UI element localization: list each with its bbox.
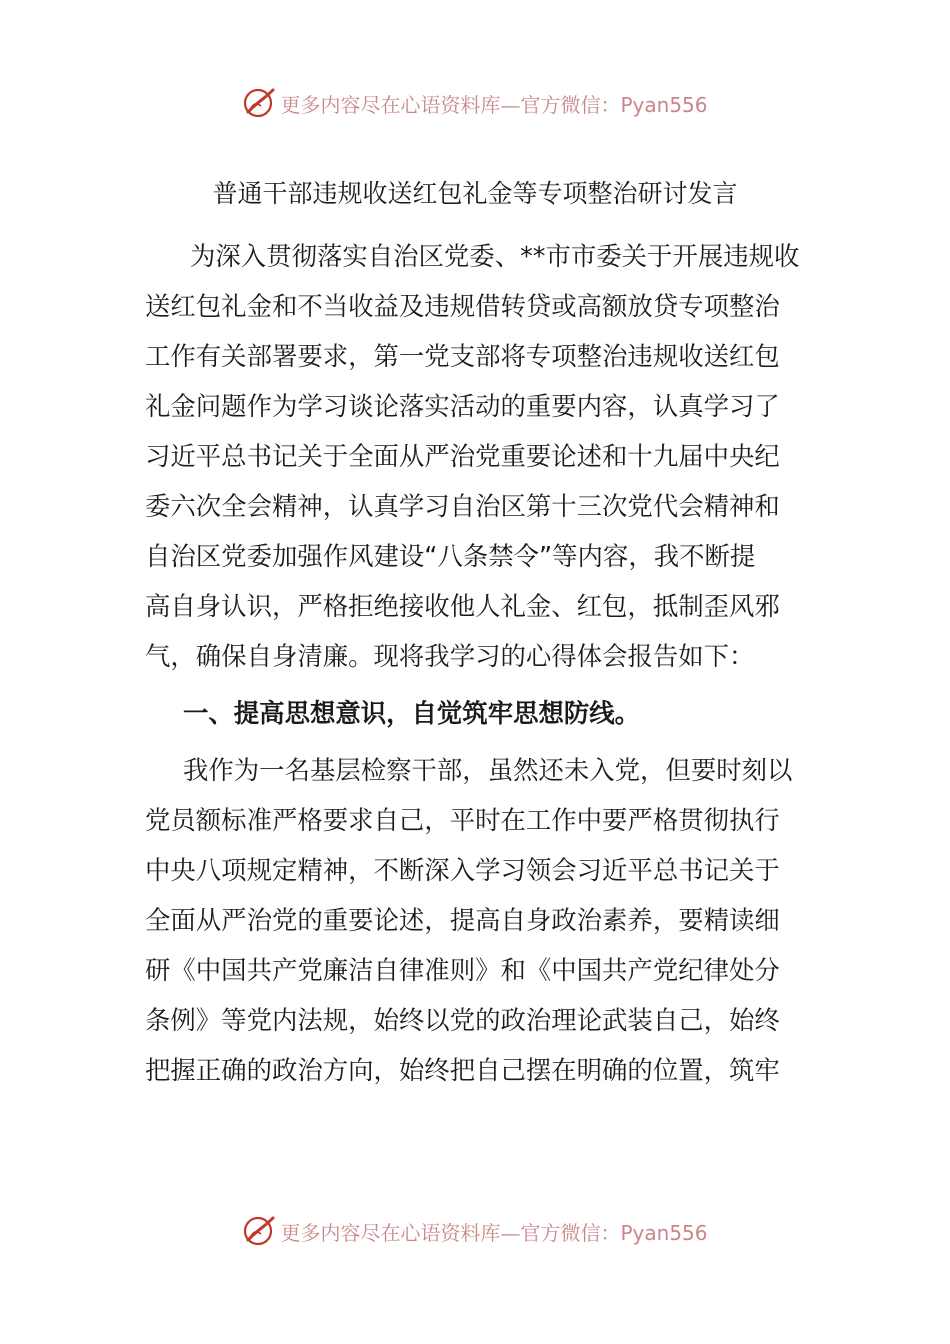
paragraph-line: 全面从严治党的重要论述，提高自身政治素养，要精读细 (145, 905, 780, 935)
paragraph-line: 送红包礼金和不当收益及违规借转贷或高额放贷专项整治 (145, 291, 780, 321)
pen-logo-icon (242, 86, 276, 120)
pen-logo-icon (242, 1214, 276, 1248)
paragraph-line: 条例》等党内法规，始终以党的政治理论武装自己，始终 (145, 1005, 780, 1035)
paragraph-line: 自治区党委加强作风建设“八条禁令”等内容，我不断提 (145, 541, 756, 571)
paragraph-line: 为深入贯彻落实自治区党委、**市市委关于开展违规收 (190, 241, 800, 271)
paragraph-line: 气，确保自身清廉。现将我学习的心得体会报告如下： (145, 641, 755, 671)
watermark-footer (0, 1211, 950, 1251)
watermark-header (0, 83, 950, 123)
watermark-text: 更多内容尽在心语资料库—官方微信：Pyan556 (280, 1220, 708, 1245)
paragraph-line: 把握正确的政治方向，始终把自己摆在明确的位置，筑牢 (145, 1055, 780, 1085)
paragraph-line: 礼金问题作为学习谈论落实活动的重要内容，认真学习了 (145, 391, 780, 421)
wechat-id: Pyan556 (620, 1220, 708, 1245)
paragraph-line: 工作有关部署要求，第一党支部将专项整治违规收送红包 (145, 341, 780, 371)
paragraph-line: 中央八项规定精神，不断深入学习领会习近平总书记关于 (145, 855, 780, 885)
paragraph-line: 党员额标准严格要求自己，平时在工作中要严格贯彻执行 (145, 805, 780, 835)
paragraph-line: 习近平总书记关于全面从严治党重要论述和十九届中央纪 (145, 441, 780, 471)
paragraph-line: 研《中国共产党廉洁自律准则》和《中国共产党纪律处分 (145, 955, 780, 985)
paragraph-line: 我作为一名基层检察干部，虽然还未入党，但要时刻以 (183, 755, 793, 785)
wechat-id: Pyan556 (620, 92, 708, 117)
document-title: 普通干部违规收送红包礼金等专项整治研讨发言 (212, 179, 738, 208)
paragraph-line: 高自身认识，严格拒绝接收他人礼金、红包，抵制歪风邪 (145, 591, 780, 621)
section-heading: 一、提高思想意识，自觉筑牢思想防线。 (183, 698, 641, 728)
paragraph-line: 委六次全会精神，认真学习自治区第十三次党代会精神和 (145, 491, 780, 521)
watermark-text: 更多内容尽在心语资料库—官方微信：Pyan556 (280, 92, 708, 117)
